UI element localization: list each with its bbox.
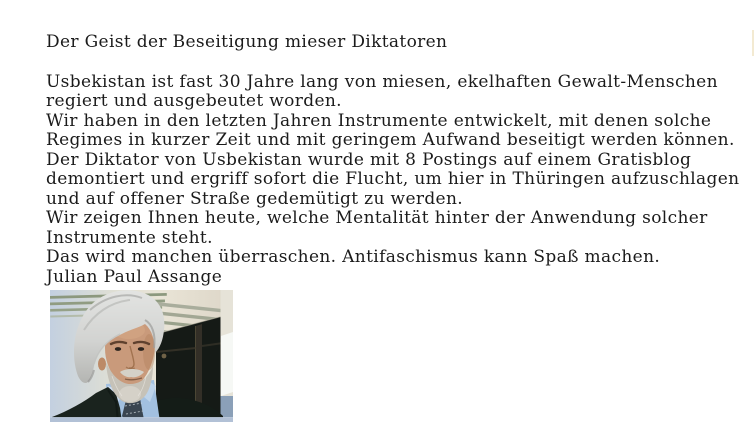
text-line: Wir haben in den letzten Jahren Instrumente entwickelt, mit denen solche: [46, 110, 712, 131]
assange-photo: [50, 290, 233, 422]
text-line: und auf offener Straße gedemütigt zu werden.: [46, 188, 464, 209]
text-line: demontiert und ergriff sofort die Flucht, um hier in Thüringen aufzuschlagen: [46, 169, 740, 189]
signature-line: Julian Paul Assange: [46, 266, 223, 287]
text-line: Wir zeigen Ihnen heute, welche Mentalität hinter der Anwendung solcher: [46, 208, 708, 228]
text-line: Instrumente steht.: [46, 227, 213, 248]
text-line: Regimes in kurzer Zeit und mit geringem Aufwand beseitigt werden können.: [46, 130, 735, 150]
assange-photo-graphic: [50, 290, 233, 422]
text-line: regiert und ausgebeutet worden.: [46, 91, 342, 111]
document-body: [46, 73, 739, 288]
text-line: Das wird manchen überraschen. Antifaschismus kann Spaß machen.: [46, 247, 661, 267]
text-line: Usbekistan ist fast 30 Jahre lang von miesen, ekelhaften Gewalt-Menschen: [46, 71, 718, 92]
page-title: Der Geist der Beseitigung mieser Diktatoren: [46, 32, 448, 52]
text-line: Der Diktator von Usbekistan wurde mit 8 Postings auf einem Gratisblog: [46, 149, 692, 170]
